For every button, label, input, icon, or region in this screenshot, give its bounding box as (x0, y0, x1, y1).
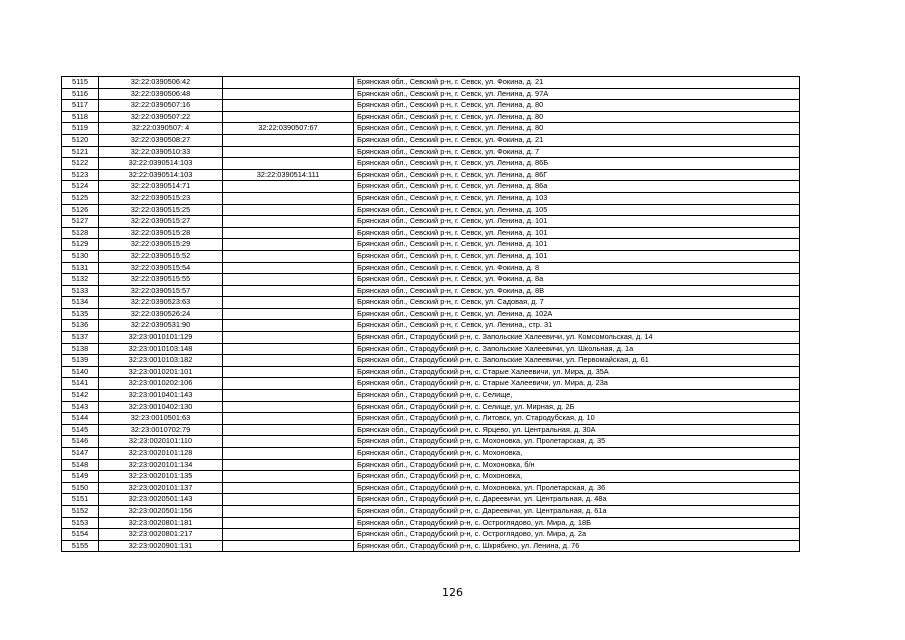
related-cadastral-number-cell (223, 181, 354, 193)
table-row (62, 123, 800, 135)
address-cell: Брянская обл., Севский р-н, г. Севск, ул. Ленина, д. 97А (354, 88, 800, 100)
address-cell: Брянская обл., Севский р-н, г. Севск, ул. Ленина, д. 86Б (354, 158, 800, 170)
row-number-cell: 5147 (62, 448, 99, 460)
table-row (62, 529, 800, 541)
cadastral-number-cell: 32:22:0390507:16 (99, 100, 223, 112)
related-cadastral-number-cell (223, 100, 354, 112)
address-cell: Брянская обл., Севский р-н, г. Севск, ул. Фокина, д. 8В (354, 285, 800, 297)
table-body (62, 77, 800, 552)
cadastral-number-cell: 32:23:0010103:148 (99, 343, 223, 355)
related-cadastral-number-cell (223, 158, 354, 170)
address-cell: Брянская обл., Стародубский р-н, с. Мохоновка, (354, 471, 800, 483)
table-row (62, 239, 800, 251)
cadastral-number-cell: 32:22:0390515:27 (99, 216, 223, 228)
related-cadastral-number-cell (223, 332, 354, 344)
table-row (62, 146, 800, 158)
table-row (62, 88, 800, 100)
related-cadastral-number-cell (223, 482, 354, 494)
cadastral-number-cell: 32:23:0020101:134 (99, 459, 223, 471)
address-cell: Брянская обл., Стародубский р-н, с. Мохоновка, ул. Пролетарская, д. 35 (354, 436, 800, 448)
row-number-cell: 5149 (62, 471, 99, 483)
related-cadastral-number-cell (223, 274, 354, 286)
cadastral-number-cell: 32:22:0390506:48 (99, 88, 223, 100)
address-cell: Брянская обл., Севский р-н, г. Севск, ул. Ленина, д. 101 (354, 239, 800, 251)
table-row (62, 401, 800, 413)
cadastral-number-cell: 32:23:0010501:63 (99, 413, 223, 425)
related-cadastral-number-cell (223, 320, 354, 332)
cadastral-number-cell: 32:22:0390514:103 (99, 169, 223, 181)
table-row (62, 494, 800, 506)
cadastral-number-cell: 32:23:0020801:217 (99, 529, 223, 541)
table-row (62, 274, 800, 286)
address-cell: Брянская обл., Севский р-н, г. Севск, ул. Ленина, д. 80 (354, 111, 800, 123)
address-cell: Брянская обл., Стародубский р-н, с. Шкрябино, ул. Ленина, д. 76 (354, 540, 800, 552)
related-cadastral-number-cell (223, 448, 354, 460)
cadastral-number-cell: 32:23:0020901:131 (99, 540, 223, 552)
address-cell: Брянская обл., Стародубский р-н, с. Дареевичи, ул. Центральная, д. 48а (354, 494, 800, 506)
table-row (62, 540, 800, 552)
related-cadastral-number-cell: 32:22:0390514:111 (223, 169, 354, 181)
table-row (62, 297, 800, 309)
table-row (62, 308, 800, 320)
address-cell: Брянская обл., Севский р-н, г. Севск, ул. Фокина, д. 7 (354, 146, 800, 158)
table-row (62, 517, 800, 529)
cadastral-number-cell: 32:22:0390515:57 (99, 285, 223, 297)
row-number-cell: 5150 (62, 482, 99, 494)
related-cadastral-number-cell (223, 134, 354, 146)
table-row (62, 332, 800, 344)
cadastral-number-cell: 32:23:0020801:181 (99, 517, 223, 529)
address-cell: Брянская обл., Севский р-н, г. Севск, ул. Ленина, д. 101 (354, 250, 800, 262)
row-number-cell: 5143 (62, 401, 99, 413)
cadastral-number-cell: 32:23:0020501:143 (99, 494, 223, 506)
related-cadastral-number-cell (223, 285, 354, 297)
related-cadastral-number-cell (223, 343, 354, 355)
related-cadastral-number-cell (223, 494, 354, 506)
table-row (62, 181, 800, 193)
address-cell: Брянская обл., Севский р-н, г. Севск, ул. Ленина, д. 103 (354, 192, 800, 204)
table-row (62, 355, 800, 367)
row-number-cell: 5116 (62, 88, 99, 100)
cadastral-number-cell: 32:22:0390515:23 (99, 192, 223, 204)
cadastral-number-cell: 32:22:0390515:25 (99, 204, 223, 216)
table-row (62, 227, 800, 239)
table-row (62, 320, 800, 332)
address-cell: Брянская обл., Севский р-н, г. Севск, ул. Фокина, д. 8а (354, 274, 800, 286)
row-number-cell: 5117 (62, 100, 99, 112)
cadastral-number-cell: 32:22:0390507: 4 (99, 123, 223, 135)
address-cell: Брянская обл., Севский р-н, г. Севск, ул. Ленина, д. 86Г (354, 169, 800, 181)
row-number-cell: 5145 (62, 424, 99, 436)
row-number-cell: 5127 (62, 216, 99, 228)
row-number-cell: 5151 (62, 494, 99, 506)
row-number-cell: 5130 (62, 250, 99, 262)
address-cell: Брянская обл., Стародубский р-н, с. Ярцево, ул. Центральная, д. 30А (354, 424, 800, 436)
row-number-cell: 5152 (62, 505, 99, 517)
related-cadastral-number-cell (223, 355, 354, 367)
address-cell: Брянская обл., Севский р-н, г. Севск, ул. Фокина, д. 21 (354, 134, 800, 146)
row-number-cell: 5115 (62, 77, 99, 89)
table-row (62, 366, 800, 378)
cadastral-number-cell: 32:23:0020101:110 (99, 436, 223, 448)
cadastral-number-cell: 32:23:0010103:182 (99, 355, 223, 367)
address-cell: Брянская обл., Севский р-н, г. Севск, ул. Ленина, д. 101 (354, 227, 800, 239)
table-row (62, 158, 800, 170)
address-cell: Брянская обл., Севский р-н, г. Севск, ул. Ленина, д. 86а (354, 181, 800, 193)
cadastral-number-cell: 32:22:0390514:103 (99, 158, 223, 170)
cadastral-number-cell: 32:23:0020101:128 (99, 448, 223, 460)
cadastral-number-cell: 32:23:0020101:137 (99, 482, 223, 494)
cadastral-number-cell: 32:22:0390514:71 (99, 181, 223, 193)
row-number-cell: 5141 (62, 378, 99, 390)
row-number-cell: 5121 (62, 146, 99, 158)
table-row (62, 413, 800, 425)
address-cell: Брянская обл., Севский р-н, г. Севск, ул. Ленина, д. 105 (354, 204, 800, 216)
related-cadastral-number-cell (223, 517, 354, 529)
table-row (62, 459, 800, 471)
cadastral-number-cell: 32:22:0390507:22 (99, 111, 223, 123)
cadastral-number-cell: 32:22:0390510:33 (99, 146, 223, 158)
row-number-cell: 5137 (62, 332, 99, 344)
table-row (62, 505, 800, 517)
address-cell: Брянская обл., Стародубский р-н, с. Мохоновка, б/н (354, 459, 800, 471)
cadastral-number-cell: 32:23:0010201:101 (99, 366, 223, 378)
table-row (62, 134, 800, 146)
row-number-cell: 5129 (62, 239, 99, 251)
row-number-cell: 5119 (62, 123, 99, 135)
table-row (62, 482, 800, 494)
related-cadastral-number-cell (223, 262, 354, 274)
address-cell: Брянская обл., Стародубский р-н, с. Мохоновка, (354, 448, 800, 460)
cadastral-number-cell: 32:22:0390515:28 (99, 227, 223, 239)
related-cadastral-number-cell (223, 366, 354, 378)
address-cell: Брянская обл., Севский р-н, г. Севск, ул. Ленина, д. 101 (354, 216, 800, 228)
related-cadastral-number-cell (223, 378, 354, 390)
cadastral-number-cell: 32:22:0390531:90 (99, 320, 223, 332)
row-number-cell: 5140 (62, 366, 99, 378)
address-cell: Брянская обл., Севский р-н, г. Севск, ул. Ленина, д. 80 (354, 100, 800, 112)
table-row (62, 169, 800, 181)
related-cadastral-number-cell (223, 529, 354, 541)
row-number-cell: 5128 (62, 227, 99, 239)
address-cell: Брянская обл., Стародубский р-н, с. Остроглядово, ул. Мира, д. 18Б (354, 517, 800, 529)
cadastral-number-cell: 32:22:0390508:27 (99, 134, 223, 146)
table-row (62, 262, 800, 274)
table-row (62, 111, 800, 123)
cadastral-number-cell: 32:23:0020501:156 (99, 505, 223, 517)
related-cadastral-number-cell (223, 204, 354, 216)
address-cell: Брянская обл., Стародубский р-н, с. Мохоновка, ул. Пролетарская, д. 36 (354, 482, 800, 494)
table-row (62, 378, 800, 390)
address-cell: Брянская обл., Стародубский р-н, с. Старые Халеевичи, ул. Мира, д. 35А (354, 366, 800, 378)
related-cadastral-number-cell (223, 88, 354, 100)
address-cell: Брянская обл., Севский р-н, г. Севск, ул. Фокина, д. 8 (354, 262, 800, 274)
related-cadastral-number-cell (223, 505, 354, 517)
row-number-cell: 5155 (62, 540, 99, 552)
cadastral-number-cell: 32:22:0390515:52 (99, 250, 223, 262)
table-row (62, 100, 800, 112)
cadastral-number-cell: 32:22:0390515:54 (99, 262, 223, 274)
page-number: 126 (442, 586, 463, 599)
row-number-cell: 5118 (62, 111, 99, 123)
related-cadastral-number-cell (223, 459, 354, 471)
related-cadastral-number-cell (223, 227, 354, 239)
related-cadastral-number-cell (223, 401, 354, 413)
row-number-cell: 5138 (62, 343, 99, 355)
row-number-cell: 5126 (62, 204, 99, 216)
table-row (62, 471, 800, 483)
cadastral-number-cell: 32:22:0390515:29 (99, 239, 223, 251)
address-cell: Брянская обл., Севский р-н, г. Севск, ул. Садовая, д. 7 (354, 297, 800, 309)
table-row (62, 390, 800, 402)
row-number-cell: 5133 (62, 285, 99, 297)
related-cadastral-number-cell (223, 413, 354, 425)
address-cell: Брянская обл., Стародубский р-н, с. Запольские Халеевичи, ул. Первомайская, д. 61 (354, 355, 800, 367)
related-cadastral-number-cell (223, 77, 354, 89)
table-row (62, 77, 800, 89)
address-cell: Брянская обл., Стародубский р-н, с. Литовск, ул. Стародубская, д. 10 (354, 413, 800, 425)
cadastral-number-cell: 32:22:0390526:24 (99, 308, 223, 320)
related-cadastral-number-cell (223, 111, 354, 123)
row-number-cell: 5134 (62, 297, 99, 309)
table-row (62, 204, 800, 216)
row-number-cell: 5144 (62, 413, 99, 425)
row-number-cell: 5120 (62, 134, 99, 146)
row-number-cell: 5132 (62, 274, 99, 286)
address-cell: Брянская обл., Стародубский р-н, с. Дареевичи, ул. Центральная, д. 61а (354, 505, 800, 517)
row-number-cell: 5124 (62, 181, 99, 193)
related-cadastral-number-cell (223, 436, 354, 448)
cadastral-number-cell: 32:23:0020101:135 (99, 471, 223, 483)
address-cell: Брянская обл., Севский р-н, г. Севск, ул. Фокина, д. 21 (354, 77, 800, 89)
row-number-cell: 5148 (62, 459, 99, 471)
address-cell: Брянская обл., Стародубский р-н, с. Селище, (354, 390, 800, 402)
row-number-cell: 5146 (62, 436, 99, 448)
table-row (62, 343, 800, 355)
table-row (62, 216, 800, 228)
cadastral-number-cell: 32:23:0010402:130 (99, 401, 223, 413)
related-cadastral-number-cell (223, 471, 354, 483)
table-row (62, 192, 800, 204)
row-number-cell: 5131 (62, 262, 99, 274)
address-cell: Брянская обл., Севский р-н, г. Севск, ул. Ленина, д. 80 (354, 123, 800, 135)
row-number-cell: 5123 (62, 169, 99, 181)
address-cell: Брянская обл., Стародубский р-н, с. Запольские Халеевичи, ул. Комсомольская, д. 14 (354, 332, 800, 344)
address-cell: Брянская обл., Севский р-н, г. Севск, ул. Ленина, д. 102А (354, 308, 800, 320)
address-cell: Брянская обл., Севский р-н, г. Севск, ул. Ленина,, стр. 31 (354, 320, 800, 332)
row-number-cell: 5125 (62, 192, 99, 204)
address-cell: Брянская обл., Стародубский р-н, с. Старые Халеевичи, ул. Мира, д. 23а (354, 378, 800, 390)
row-number-cell: 5135 (62, 308, 99, 320)
row-number-cell: 5154 (62, 529, 99, 541)
row-number-cell: 5153 (62, 517, 99, 529)
row-number-cell: 5136 (62, 320, 99, 332)
cadastral-table (61, 76, 800, 552)
cadastral-number-cell: 32:23:0010202:106 (99, 378, 223, 390)
address-cell: Брянская обл., Стародубский р-н, с. Остроглядово, ул. Мира, д. 2а (354, 529, 800, 541)
table-row (62, 436, 800, 448)
related-cadastral-number-cell (223, 192, 354, 204)
cadastral-number-cell: 32:22:0390523:63 (99, 297, 223, 309)
table-row (62, 424, 800, 436)
cadastral-number-cell: 32:23:0010702:79 (99, 424, 223, 436)
related-cadastral-number-cell (223, 424, 354, 436)
related-cadastral-number-cell: 32:22:0390507:67 (223, 123, 354, 135)
cadastral-number-cell: 32:22:0390515:55 (99, 274, 223, 286)
address-cell: Брянская обл., Стародубский р-н, с. Запольские Халеевичи, ул. Школьная, д. 1а (354, 343, 800, 355)
row-number-cell: 5142 (62, 390, 99, 402)
related-cadastral-number-cell (223, 216, 354, 228)
related-cadastral-number-cell (223, 146, 354, 158)
address-cell: Брянская обл., Стародубский р-н, с. Селище, ул. Мирная, д. 2Б (354, 401, 800, 413)
related-cadastral-number-cell (223, 239, 354, 251)
related-cadastral-number-cell (223, 390, 354, 402)
row-number-cell: 5139 (62, 355, 99, 367)
table-row (62, 285, 800, 297)
cadastral-number-cell: 32:23:0010101:129 (99, 332, 223, 344)
cadastral-number-cell: 32:23:0010401:143 (99, 390, 223, 402)
related-cadastral-number-cell (223, 540, 354, 552)
table-row (62, 250, 800, 262)
cadastral-number-cell: 32:22:0390506:42 (99, 77, 223, 89)
related-cadastral-number-cell (223, 297, 354, 309)
table-row (62, 448, 800, 460)
related-cadastral-number-cell (223, 250, 354, 262)
related-cadastral-number-cell (223, 308, 354, 320)
row-number-cell: 5122 (62, 158, 99, 170)
